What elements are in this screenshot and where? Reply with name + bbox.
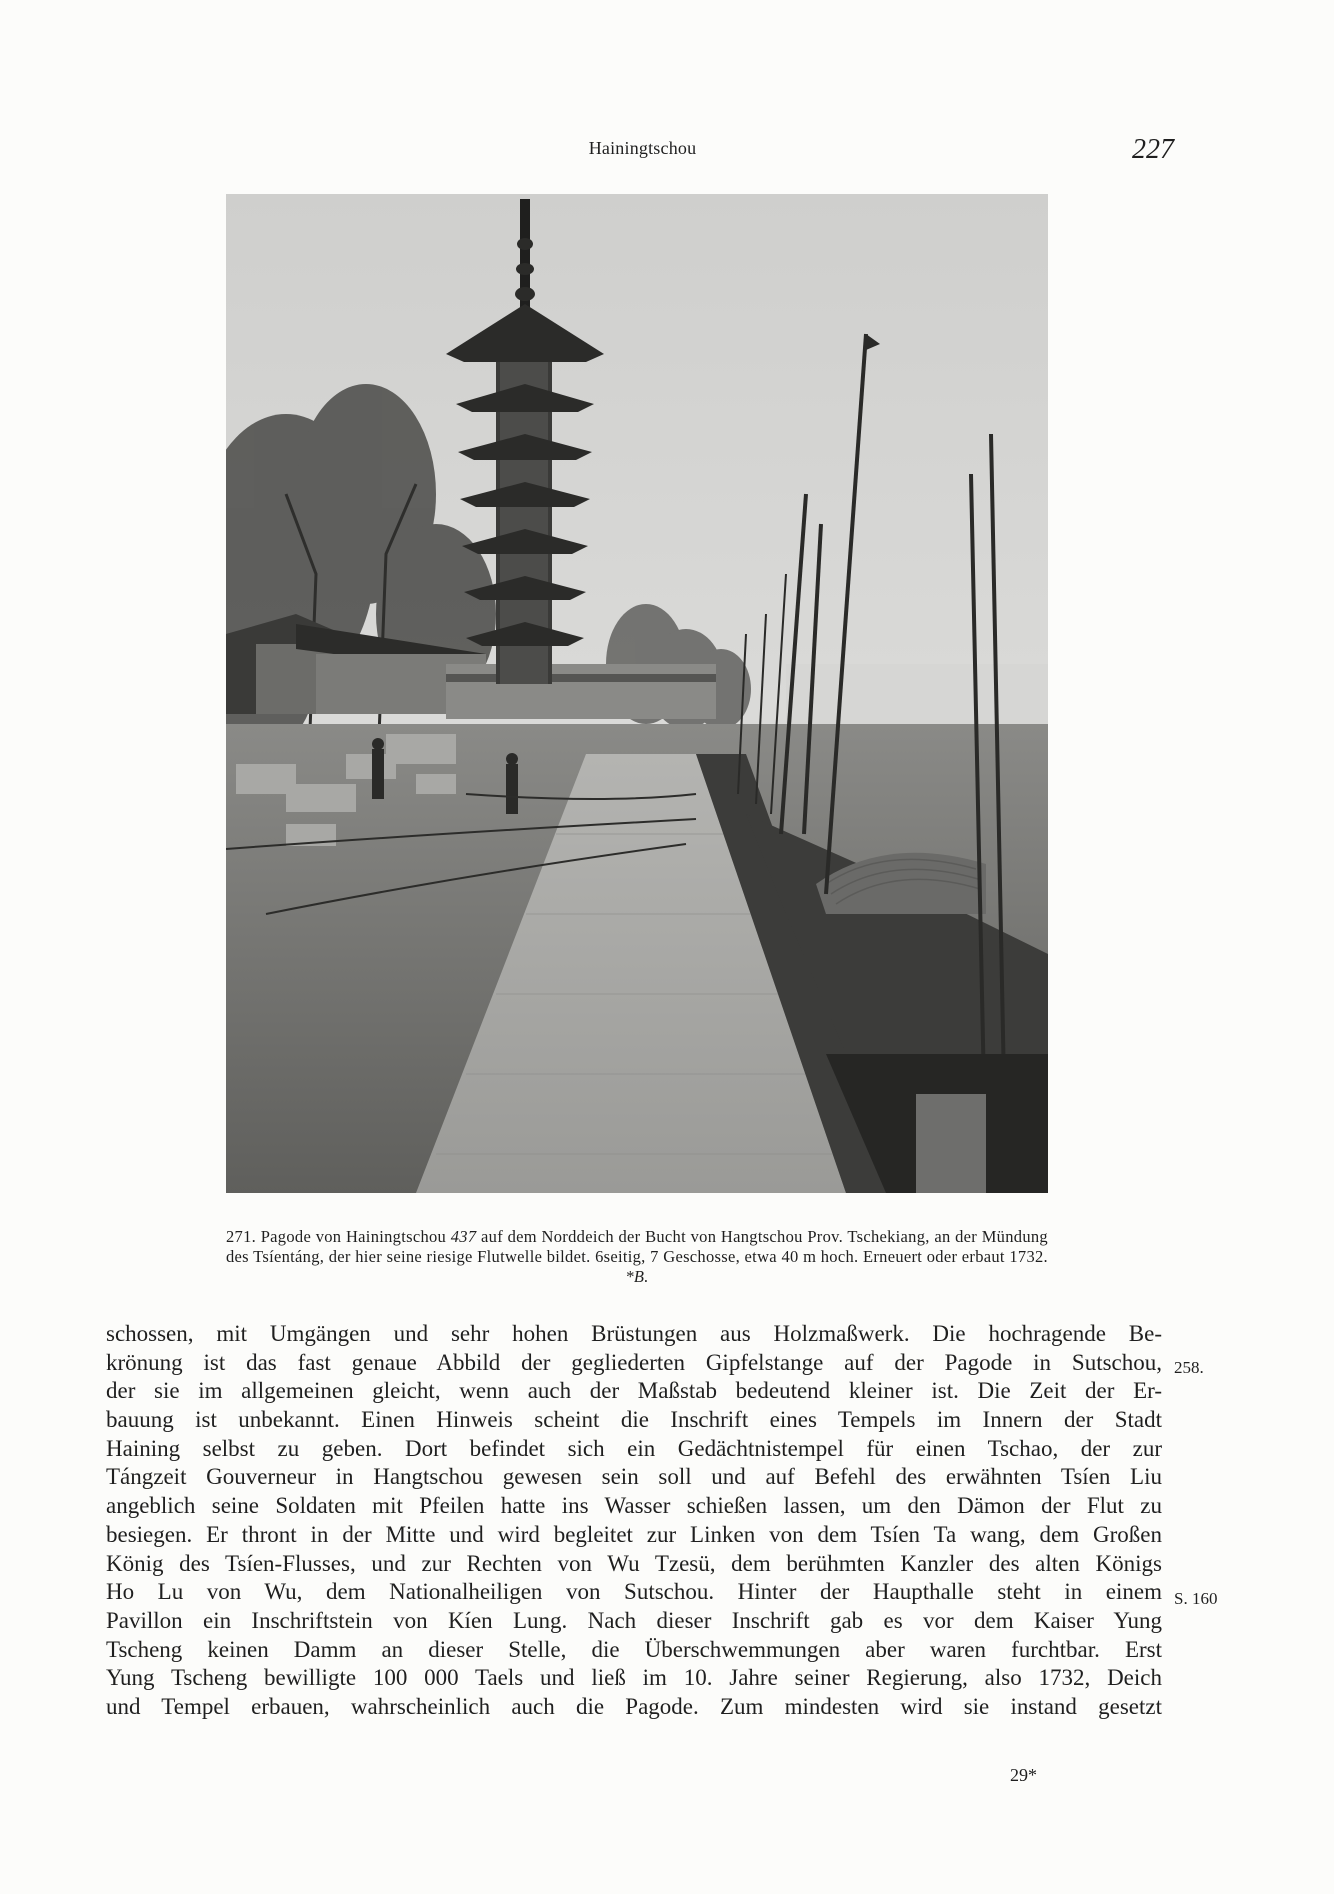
running-title: Hainingtschou (588, 138, 697, 158)
caption-text-1: Pagode von Hainingtschou (260, 1227, 447, 1246)
caption-text-1-rest: auf dem Norddeich der Bucht von Hangtschou Prov. (481, 1227, 844, 1246)
signature-mark: 29* (1010, 1765, 1037, 1785)
margin-reference: 258. (1174, 1358, 1204, 1377)
body-line: Pavillon ein Inschriftstein von Kíen Lung. Nach dieser Inschrift gab es vor dem Kaiser Yung (106, 1607, 1162, 1633)
body-line: angeblich seine Soldaten mit Pfeilen hatte ins Wasser schießen lassen, um den Dämon der Flut zu (106, 1493, 1162, 1519)
body-line: der sie im allgemeinen gleicht, wenn auch der Maßstab bedeutend kleiner ist. Die Zeit der Er- (106, 1378, 1162, 1404)
caption-text-3: 7 Geschosse, etwa 40 m hoch. Erneuert oder erbaut 1732. (650, 1247, 1048, 1266)
pagoda-photograph (226, 194, 1048, 1193)
figure-caption (226, 1227, 1048, 1287)
body-paragraph (106, 1320, 1162, 1722)
body-line: Yung Tscheng bewilligte 100 000 Taels und ließ im 10. Jahre seiner Regierung, also 1732, Deich (106, 1665, 1162, 1691)
body-line: Haining selbst zu geben. Dort befindet sich ein Gedächtnistempel für einen Tschao, der zur (106, 1435, 1162, 1461)
body-line: und Tempel erbauen, wahrscheinlich auch die Pagode. Zum mindesten wird sie instand gesetzt (106, 1693, 1162, 1719)
photo-plate-pagoda (226, 194, 1048, 1193)
caption-text-2: Tschekiang, an der Mündung des Tsíentáng, der hier seine riesige Flutwelle bildet. 6seitig, (226, 1227, 1048, 1266)
body-line: krönung ist das fast genaue Abbild der gegliederten Gipfelstange auf der Pagode in Sutschou, (106, 1349, 1162, 1375)
margin-reference: S. 160 (1174, 1589, 1218, 1608)
caption-credit: *B. (625, 1267, 649, 1286)
body-line: Tscheng keinen Damm an dieser Stelle, die Überschwemmungen aber waren furchtbar. Erst (106, 1636, 1162, 1662)
body-line: Tángzeit Gouverneur in Hangtschou gewesen sein soll und auf Befehl des erwähnten Tsíen Liu (106, 1464, 1162, 1490)
caption-ref: 437 (450, 1227, 477, 1246)
body-line: besiegen. Er thront in der Mitte und wird begleitet zur Linken von dem Tsíen Ta wang, dem Großen (106, 1521, 1162, 1547)
body-line: bauung ist unbekannt. Einen Hinweis scheint die Inschrift eines Tempels im Innern der Stadt (106, 1407, 1162, 1433)
body-line: König des Tsíen-Flusses, und zur Rechten von Wu Tzesü, dem berühmten Kanzler des alten Königs (106, 1550, 1162, 1576)
page-number: 227 (1132, 134, 1174, 165)
body-line: Ho Lu von Wu, dem Nationalheiligen von Sutschou. Hinter der Haupthalle steht in einem (106, 1579, 1162, 1605)
caption-number: 271. (226, 1227, 257, 1246)
body-line: schossen, mit Umgängen und sehr hohen Brüstungen aus Holzmaßwerk. Die hochragende Be- (106, 1321, 1162, 1346)
